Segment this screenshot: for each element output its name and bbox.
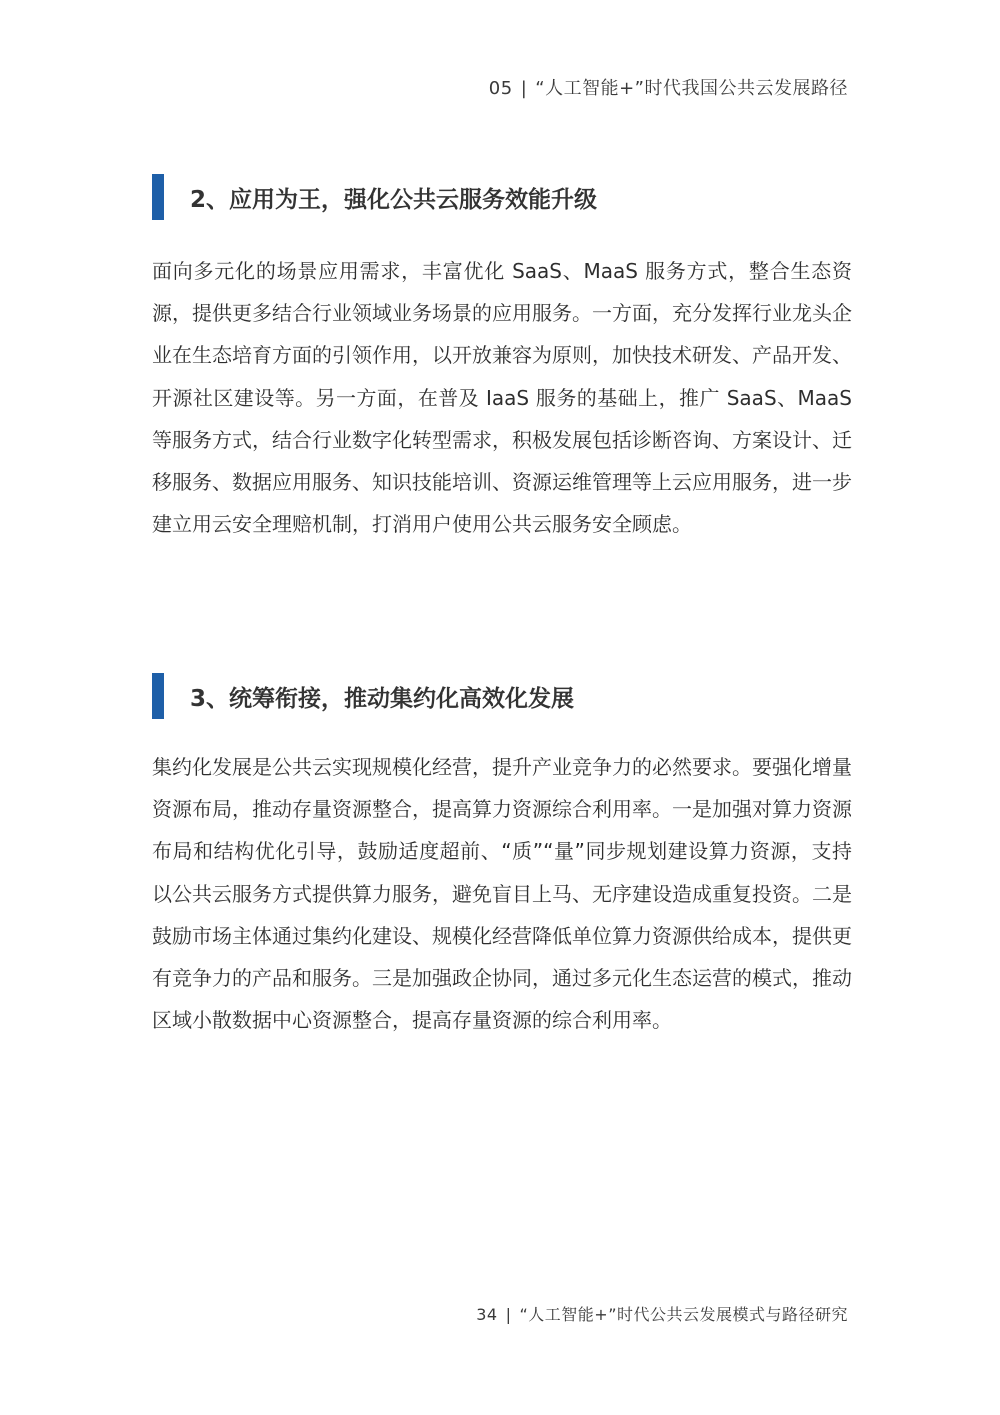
chapter-title: “人工智能+”时代我国公共云发展路径 [535, 78, 848, 99]
section-heading-2 [152, 174, 597, 220]
heading-accent-bar [152, 174, 164, 220]
page-header [489, 74, 848, 100]
chapter-number: 05 [488, 78, 513, 99]
heading-accent-bar [152, 673, 164, 719]
section-body-3: 集约化发展是公共云实现规模化经营，提升产业竞争力的必然要求。要强化增量资源布局，推动存量资源整合，提高算力资源综合利用率。一是加强对算力资源布局和结构优化引导，鼓励适度超前、“质”“量”同步规划建设算力资源，支持以公共云服务方式提供算力服务，避免盲目上马、无序建设造成重复投资。二是鼓励市场主体通过集约化建设、规模化经营降低单位算力资源供给成本，提供更有竞争力的产品和服务。三是加强政企协同，通过多元化生态运营的模式，推动区域小散数据中心资源整合，提高存量资源的综合利用率。 [152, 755, 852, 1033]
header-separator: | [520, 78, 528, 99]
section-body-2: 面向多元化的场景应用需求，丰富优化 SaaS、MaaS 服务方式，整合生态资源，提供更多结合行业领域业务场景的应用服务。一方面，充分发挥行业龙头企业在生态培育方面的引领作用，以开放兼容为原则，加快技术研发、产品开发、开源社区建设等。另一方面，在普及 IaaS 服务的基础上，推广 SaaS、MaaS 等服务方式，结合行业数字化转型需求，积极发展包括诊断咨询、方案设计、迁移服务、数据应用服务、知识技能培训、资源运维管理等上云应用服务，进一步建立用云安全理赔机制，打消用户使用公共云服务安全顾虑。 [152, 259, 852, 537]
footer-separator: | [505, 1305, 512, 1324]
report-title: “人工智能+”时代公共云发展模式与路径研究 [519, 1305, 848, 1324]
section-heading-3 [152, 673, 574, 719]
page-footer [476, 1302, 848, 1325]
page-number: 34 [476, 1305, 498, 1324]
section-title: 2、应用为王，强化公共云服务效能升级 [190, 186, 598, 213]
section-title: 3、统筹衔接，推动集约化高效化发展 [190, 685, 575, 712]
